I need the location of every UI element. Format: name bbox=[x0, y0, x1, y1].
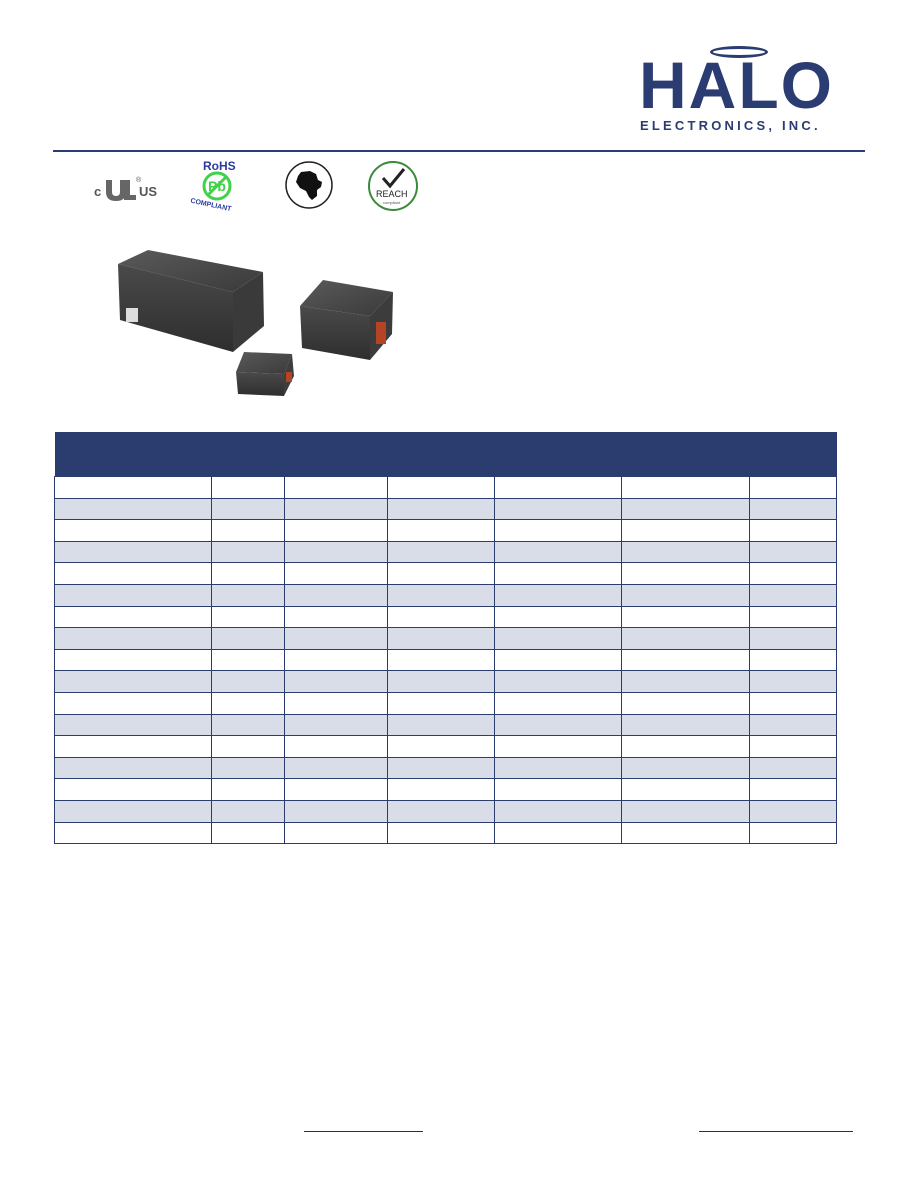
table-cell bbox=[750, 800, 837, 822]
table-cell bbox=[55, 671, 212, 693]
table-row bbox=[55, 477, 837, 499]
table-cell bbox=[388, 757, 495, 779]
table-cell bbox=[388, 520, 495, 542]
table-cell bbox=[495, 714, 622, 736]
table-row bbox=[55, 649, 837, 671]
table-cell bbox=[212, 649, 285, 671]
table-row bbox=[55, 692, 837, 714]
table-header-row bbox=[55, 432, 837, 477]
table-cell bbox=[285, 692, 388, 714]
table-row bbox=[55, 671, 837, 693]
table-cell bbox=[750, 520, 837, 542]
table-row bbox=[55, 736, 837, 758]
table-row bbox=[55, 779, 837, 801]
table-cell bbox=[750, 628, 837, 650]
header-cell bbox=[622, 432, 750, 477]
ul-us-text: US bbox=[139, 184, 158, 199]
table-cell bbox=[388, 714, 495, 736]
table-cell bbox=[212, 606, 285, 628]
table-cell bbox=[55, 800, 212, 822]
table-cell bbox=[750, 736, 837, 758]
table-cell bbox=[55, 714, 212, 736]
table-cell bbox=[285, 477, 388, 499]
header-cell bbox=[388, 432, 495, 477]
table-cell bbox=[285, 584, 388, 606]
table-cell bbox=[388, 779, 495, 801]
table-row bbox=[55, 714, 837, 736]
table-cell bbox=[495, 628, 622, 650]
table-cell bbox=[212, 736, 285, 758]
logo-tagline: ELECTRONICS, INC. bbox=[640, 118, 821, 133]
table-cell bbox=[55, 628, 212, 650]
table-cell bbox=[212, 822, 285, 844]
table-cell bbox=[388, 649, 495, 671]
table-cell bbox=[55, 520, 212, 542]
table-cell bbox=[622, 800, 750, 822]
table-cell bbox=[212, 628, 285, 650]
header-divider bbox=[53, 150, 865, 152]
table-cell bbox=[55, 563, 212, 585]
table-cell bbox=[55, 822, 212, 844]
table-cell bbox=[622, 757, 750, 779]
table-cell bbox=[622, 714, 750, 736]
rohs-compliant-text: COMPLIANT bbox=[189, 197, 232, 214]
table-cell bbox=[212, 779, 285, 801]
table-cell bbox=[55, 757, 212, 779]
table-cell bbox=[495, 606, 622, 628]
table-cell bbox=[55, 606, 212, 628]
table-cell bbox=[285, 822, 388, 844]
table-cell bbox=[212, 563, 285, 585]
table-cell bbox=[388, 541, 495, 563]
table-cell bbox=[495, 541, 622, 563]
table-cell bbox=[495, 757, 622, 779]
rohs-label: RoHS bbox=[203, 159, 236, 173]
table-cell bbox=[388, 477, 495, 499]
table-row bbox=[55, 822, 837, 844]
table-cell bbox=[212, 714, 285, 736]
table-cell bbox=[750, 584, 837, 606]
table-cell bbox=[212, 800, 285, 822]
table-cell bbox=[212, 541, 285, 563]
table-cell bbox=[495, 649, 622, 671]
table-row bbox=[55, 541, 837, 563]
table-cell bbox=[750, 477, 837, 499]
table-row bbox=[55, 520, 837, 542]
table-cell bbox=[622, 692, 750, 714]
table-cell bbox=[622, 541, 750, 563]
table-cell bbox=[622, 649, 750, 671]
table-cell bbox=[55, 649, 212, 671]
table-cell bbox=[285, 606, 388, 628]
table-row bbox=[55, 757, 837, 779]
table-cell bbox=[495, 822, 622, 844]
conflict-free-africa-icon bbox=[284, 160, 334, 210]
table-cell bbox=[388, 800, 495, 822]
rohs-pb-text: Pb bbox=[208, 178, 226, 194]
table-cell bbox=[55, 498, 212, 520]
product-photo-inductors bbox=[108, 244, 408, 404]
table-cell bbox=[622, 584, 750, 606]
table-cell bbox=[285, 800, 388, 822]
table-row bbox=[55, 628, 837, 650]
rohs-compliant-icon bbox=[186, 158, 248, 214]
header-cell bbox=[55, 432, 212, 477]
reach-compliant-icon bbox=[367, 160, 419, 212]
table-cell bbox=[750, 757, 837, 779]
table-cell bbox=[388, 736, 495, 758]
table-cell bbox=[750, 606, 837, 628]
table-cell bbox=[495, 477, 622, 499]
table-cell bbox=[285, 671, 388, 693]
ul-reg-text: ® bbox=[136, 177, 142, 184]
table-cell bbox=[285, 520, 388, 542]
table-cell bbox=[622, 563, 750, 585]
header-cell bbox=[495, 432, 622, 477]
table-cell bbox=[622, 736, 750, 758]
ul-c-text: c bbox=[94, 184, 102, 199]
table-cell bbox=[212, 520, 285, 542]
table-cell bbox=[622, 822, 750, 844]
table-row bbox=[55, 498, 837, 520]
table-cell bbox=[285, 779, 388, 801]
table-cell bbox=[285, 628, 388, 650]
table-cell bbox=[388, 692, 495, 714]
table-row bbox=[55, 606, 837, 628]
table-cell bbox=[285, 714, 388, 736]
table-cell bbox=[750, 541, 837, 563]
header-cell bbox=[212, 432, 285, 477]
table-cell bbox=[495, 779, 622, 801]
table-cell bbox=[622, 606, 750, 628]
table-cell bbox=[750, 714, 837, 736]
table-cell bbox=[495, 800, 622, 822]
table-cell bbox=[622, 779, 750, 801]
logo-wordmark: HALO bbox=[639, 48, 834, 122]
table-cell bbox=[285, 736, 388, 758]
table-cell bbox=[495, 692, 622, 714]
table-cell bbox=[212, 671, 285, 693]
reach-label: REACH bbox=[376, 189, 408, 199]
table-cell bbox=[212, 584, 285, 606]
table-cell bbox=[622, 628, 750, 650]
table-cell bbox=[750, 779, 837, 801]
table-cell bbox=[212, 757, 285, 779]
table-cell bbox=[388, 671, 495, 693]
table-cell bbox=[388, 498, 495, 520]
table-cell bbox=[622, 671, 750, 693]
table-cell bbox=[285, 498, 388, 520]
table-cell bbox=[750, 692, 837, 714]
table-cell bbox=[495, 520, 622, 542]
table-cell bbox=[388, 628, 495, 650]
table-cell bbox=[495, 563, 622, 585]
table-cell bbox=[212, 498, 285, 520]
table-row bbox=[55, 800, 837, 822]
header-cell bbox=[285, 432, 388, 477]
table-cell bbox=[750, 649, 837, 671]
table-cell bbox=[388, 822, 495, 844]
table-cell bbox=[212, 692, 285, 714]
table-cell bbox=[750, 498, 837, 520]
table-cell bbox=[285, 649, 388, 671]
table-cell bbox=[495, 736, 622, 758]
table-cell bbox=[622, 520, 750, 542]
header-cell bbox=[750, 432, 837, 477]
footer-link-underline[interactable] bbox=[699, 1131, 853, 1132]
table-cell bbox=[495, 498, 622, 520]
table-cell bbox=[622, 477, 750, 499]
table-cell bbox=[55, 692, 212, 714]
table-cell bbox=[622, 498, 750, 520]
table-cell bbox=[388, 606, 495, 628]
table-cell bbox=[55, 779, 212, 801]
table-cell bbox=[388, 563, 495, 585]
table-cell bbox=[285, 757, 388, 779]
table-cell bbox=[285, 563, 388, 585]
table-cell bbox=[750, 822, 837, 844]
table-cell bbox=[495, 584, 622, 606]
table-cell bbox=[388, 584, 495, 606]
table-cell bbox=[55, 584, 212, 606]
table-cell bbox=[495, 671, 622, 693]
table-cell bbox=[55, 541, 212, 563]
table-cell bbox=[212, 477, 285, 499]
ul-certification-icon bbox=[94, 174, 160, 204]
reach-sub-label: compliant bbox=[383, 200, 401, 205]
footer-link-underline[interactable] bbox=[304, 1131, 423, 1132]
table-cell bbox=[55, 477, 212, 499]
table-cell bbox=[750, 671, 837, 693]
table-cell bbox=[285, 541, 388, 563]
table-cell bbox=[750, 563, 837, 585]
table-row bbox=[55, 584, 837, 606]
table-row bbox=[55, 563, 837, 585]
spec-table bbox=[54, 432, 837, 844]
company-logo bbox=[636, 48, 868, 138]
table-cell bbox=[55, 736, 212, 758]
